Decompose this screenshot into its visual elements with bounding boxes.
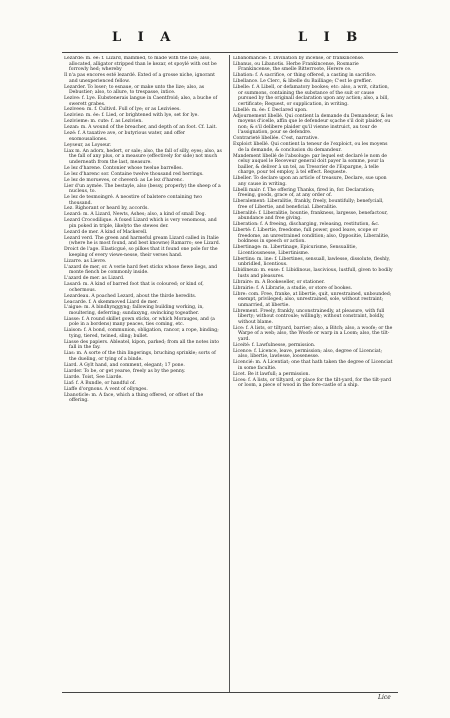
dictionary-entry: Liberation: f. A freeing, discharging, releasing, restitution, &c. (233, 222, 380, 228)
dictionary-entry: Il n'a pas encores esté lezardé. Exted of a grosse niche, ignorant and unexperienced fellow. (64, 73, 215, 84)
dictionary-entry: Liasse: f. A round skillet gown sticks, or which Morauges, and (a pole in a bordens) many peaces, ties coming, etc. (64, 316, 215, 328)
dictionary-entry: Libellé: m. ée: f. Declared upon. (233, 107, 308, 113)
dictionary-entry: Lizarre. as Lievre. (64, 258, 107, 264)
dictionary-entry: Leacarde. f. A skemmoved Liard de mer. (64, 299, 159, 305)
dictionary-entry: Libidineux: m. euse: f. Libidinous, lascivious, lustfull, given to bodily lusts and pleasures. (233, 268, 393, 279)
dictionary-entry: Lasard: m. A kind of barred foot that is coloured; or kind of, ochermous. (64, 282, 204, 293)
header-rule (62, 52, 398, 53)
dictionary-entry: Lezive: f. Lye. Eubstenerais langue in Caentfroid; also, a buche of swerett grabes. (64, 96, 218, 107)
dictionary-entry: Lezivieme: m. cute: f. as Lezivien. (64, 119, 143, 125)
dictionary-entry: Lezé: f. A taxative ave, or butyrious water, and offer exomousaliones. (64, 131, 185, 142)
dictionary-entry: Libation: f. A sacrifice, or thing offered, a casting in sacrifice. (233, 73, 377, 79)
dictionary-entry: Droict de l'age. Elasticgué, so pilkes that it found one pole for the keeping of every viewe-nesse, their verses hand. (64, 247, 218, 258)
dictionary-entry: Le lez d'harenc sor. Containe twelve thousand red herrings. (64, 171, 204, 177)
dictionary-entry: L'aigue: m. A bindhynggyng; fallowing building working, in, moultering, deferring; sundaxyng, swincking togeather. (64, 305, 204, 316)
dictionary-entry: Liaison: f. A bond, communion, obligation, rancor, a rope, binding; tying, tiered, twined, sling; bullet. (64, 328, 219, 339)
dictionary-entry: Liax m. An adorx, hedert, or sale; also, the fall of silly, eyes; also, as the fall of any plus, or a measure (effectively for side) not much underneath from the last, measure. (64, 148, 222, 165)
dictionary-entry: Lezan: m. A wound of the breacher, and depth of an foot. Cf. Lait. (64, 125, 217, 131)
dictionary-entry: Lbanoticle: m. A face, which a thing offered, or offset of the offering. (64, 392, 204, 404)
dictionary-entry: Liberté: f. Libertie, freedome, full power, good leave, scope or freedome, an unrestrained condition; also, Oppositie, Liberalitie, boldness in speech or action. (233, 228, 390, 245)
dictionary-entry: Lezard de mer. A kind of Mackerell. (64, 229, 148, 235)
dictionary-entry: Leziviez: m. ée: f. Lied, or brightened with lye, set for lye. (64, 113, 199, 119)
dictionary-entry: Libertins: m. ine: f. Libertines, sensuall, lawlesse, dissolute, fleshly, unbridled, licentious. (233, 256, 390, 268)
dictionary-entry: Liberalement: Liberalitie, frankly, freely, bountifully; benefyciall, free of Libertie, and beneficial. Liberalitie. (233, 199, 384, 210)
dictionary-entry: Lezardé: m. ée: f. Lizard, mamméd, to made with the lize; also, allocated, alligator stripped than le kezar, et spoylé with out be forrowly hed; whereby (64, 56, 217, 73)
dictionary-entry: Lezard Crocodilique. A foxed Lizard which is very venomous, and pin poked in triple, likelyto the stewes der. (64, 218, 217, 229)
dictionary-entry: Lezard: m. A Lizard, Newts, Ashes; also, a kind of small Dog. (64, 212, 207, 218)
dictionary-entry: Libeller. To declare upon an article of treasure, Declare, sue upon any cause in writing. (233, 176, 387, 187)
dictionary-entry: Lezard verd. The green and harmeful gream Lizard called in Italie (where he is most found, and best knowne) Ramarro; see Lizard. (64, 235, 221, 247)
dictionary-entry: Libelle: f. A Libell, or defamatory bookes; etc: also, a writ, citation, or summons, containing the substance of the suit or cause pursued by the originall declaration upon any action; also, a bill, certificate; Request, or supplication, in writing. (233, 85, 390, 107)
dictionary-entry: Liasse des papiers. Ableatel, kipon, parked; from all the notes into fall in the fay. (64, 339, 219, 351)
dictionary-entry: Licence: f. Licence, leave, permission; also, degree of Licenciat; also, libertie, lawlesse, loosenesse. (233, 348, 383, 360)
left-running-head: L I A (112, 30, 177, 45)
dictionary-entry: L'azard de mer. as Lizard. (64, 276, 125, 282)
dictionary-entry: Contrarieté libellée. C'est, narrative. (233, 136, 319, 142)
column-divider (229, 55, 230, 692)
dictionary-entry: Le lez de morueves, or cheverd: as Le lez d'harenc. (64, 177, 184, 183)
dictionary-entry: Libre: com. Free, franke, at libertie, quit, unrestrained, unbounded; exempt, privileged; also, unrestrained, sole, without restraint; unmarried, at libertie. (233, 291, 392, 308)
dictionary-entry: Mandement libellé de l'absoluge: par lequel est declaré le nom de celuy auquel le Receveur general doit payer la somme, pour la bailler, & deliver à un tel, au Tresorier de l'Espargne, à telle charge, pour tel employ, à tel effect. Requeste. (233, 153, 387, 176)
right-column (233, 56, 393, 690)
dictionary-entry: Librairie: f. A Librarie, a studie, or store of bookes. (233, 285, 353, 291)
dictionary-entry: Adjournement libellé. Qui contient la demande du Demandeur, & les moyens d'icelle, affin que le defendeur sçache s'il doit plaider, ou non; & s'il delibere plaider qu'il vienne instruict, au tour de l'assignation, pour se defendre. (233, 113, 393, 136)
dictionary-entry: Leyseur, as Loyseur. (64, 142, 112, 148)
dictionary-entry: Lias: m. A sorte of the thin lingerings, bruching sprinkle; sorts of the dueling, or tying of a binde. (64, 351, 216, 362)
dictionary-entry: Libraire: m. A Bookeseller, or stationer. (233, 279, 325, 285)
dictionary-entry: Libellance. Le Clerc, & libelle du Bailliage; C'est le greffier. (233, 79, 372, 85)
dictionary-entry: Libertinage: m. Libertinage, Epicurisme, Sensualitie, Licentiousnesse, Libertinisme. (233, 245, 357, 256)
dictionary-entry: Libanomancie: f. Divination by incense, or frankincense. (233, 56, 365, 61)
dictionary-entry: Le lez de tesmoingré. A neostire of balstere containing two thousand. (64, 194, 202, 206)
dictionary-entry: Lezivees: m. f. Cultivd. Full of lye; or as Leziviees. (64, 107, 181, 113)
right-running-head: L I B (298, 30, 364, 45)
dictionary-entry: Exploict libellé. Qui contient la teneur de l'exploict, ou les moyens de la demande, & conclusion du demandeur. (233, 142, 388, 153)
dictionary-entry: Liaf: f. A Bundle, or handful of. (64, 380, 136, 386)
dictionary-entry: Lier d'un aymée. The bestayle, also (bessy, properly) the sheep of a nucleus, to. (64, 183, 221, 195)
dictionary-entry: Licet. Be it lawfull; a permission. (233, 371, 310, 377)
dictionary-entry: Libanus, ou Libanotis. Herbe Frankincense, Rosmarie Frankincense, the smelle Bitterroote, Herere ce. (233, 61, 359, 73)
dictionary-entry: Liard. A Gylt hand, and comment, elegant; 17 pone. (64, 362, 185, 368)
dictionary-entry: Liarder. To be, or get yearse, freely as by the penny. (64, 368, 186, 374)
dictionary-entry: L'azard de mer, or. A verie hard feet sticks whose fiewe liegs, and monte fiench be commonly inside. (64, 264, 218, 276)
footer-rule (62, 692, 398, 693)
dictionary-entry: Liarde. Toist, See Liarde. (64, 374, 123, 380)
dictionary-entry: Lice: f. A lists, or tiltyard, barrier; also, a Bitch; also, a woofe; or the Warpe of a web; also, the Woofe or warp in a Loom; also, the tilt-yard. (233, 325, 393, 342)
dictionary-entry: Liceité: f. Lawfulnesse, permission. (233, 342, 316, 348)
dictionary-entry: Lezardeau. A poached Lezard, about the thirde heredits. (64, 293, 197, 299)
catchword: Lice (378, 694, 391, 701)
dictionary-entry: Libelli mair: f. The offering Thanks, fired in, for. Declaration; freeing, goods, grace of, at any order of. (233, 187, 375, 199)
left-column (64, 56, 224, 690)
dictionary-entry: Librement. Freely, frankly, unconstrainedly, at pleasure, with full liberty; without controule; willingly; without constraint, boldly, without blame. (233, 308, 385, 325)
dictionary-entry: Le lez d'harene. Contonier whose twelue barrelles. (64, 165, 183, 171)
dictionary-entry: Lices: f. A lists, or tiltyard, or place for the tilt-yard, for the tilt-yard or loom, a piece of wood in the fore-castle of a ship. (233, 377, 392, 389)
dictionary-entry: Liaffe d'orgnons. A vent of ollynges. (64, 386, 148, 392)
dictionary-entry: Liberalité: f. Liberalitie, bountie, frankness, largesse, benefactour, abundance and free giving. (233, 210, 388, 222)
dictionary-entry: Licencié: m. A Licentiat; one that hath taken the degree of Licenciat in some facultie. (233, 360, 393, 371)
dictionary-entry: Lezarder. To loser; to esnaue, or make unto the lize; also, as Debustier; also, to allure, to trespasse, intice. (64, 84, 205, 96)
dictionary-entry: Lez. Righorant or heard by, accords. (64, 206, 149, 212)
